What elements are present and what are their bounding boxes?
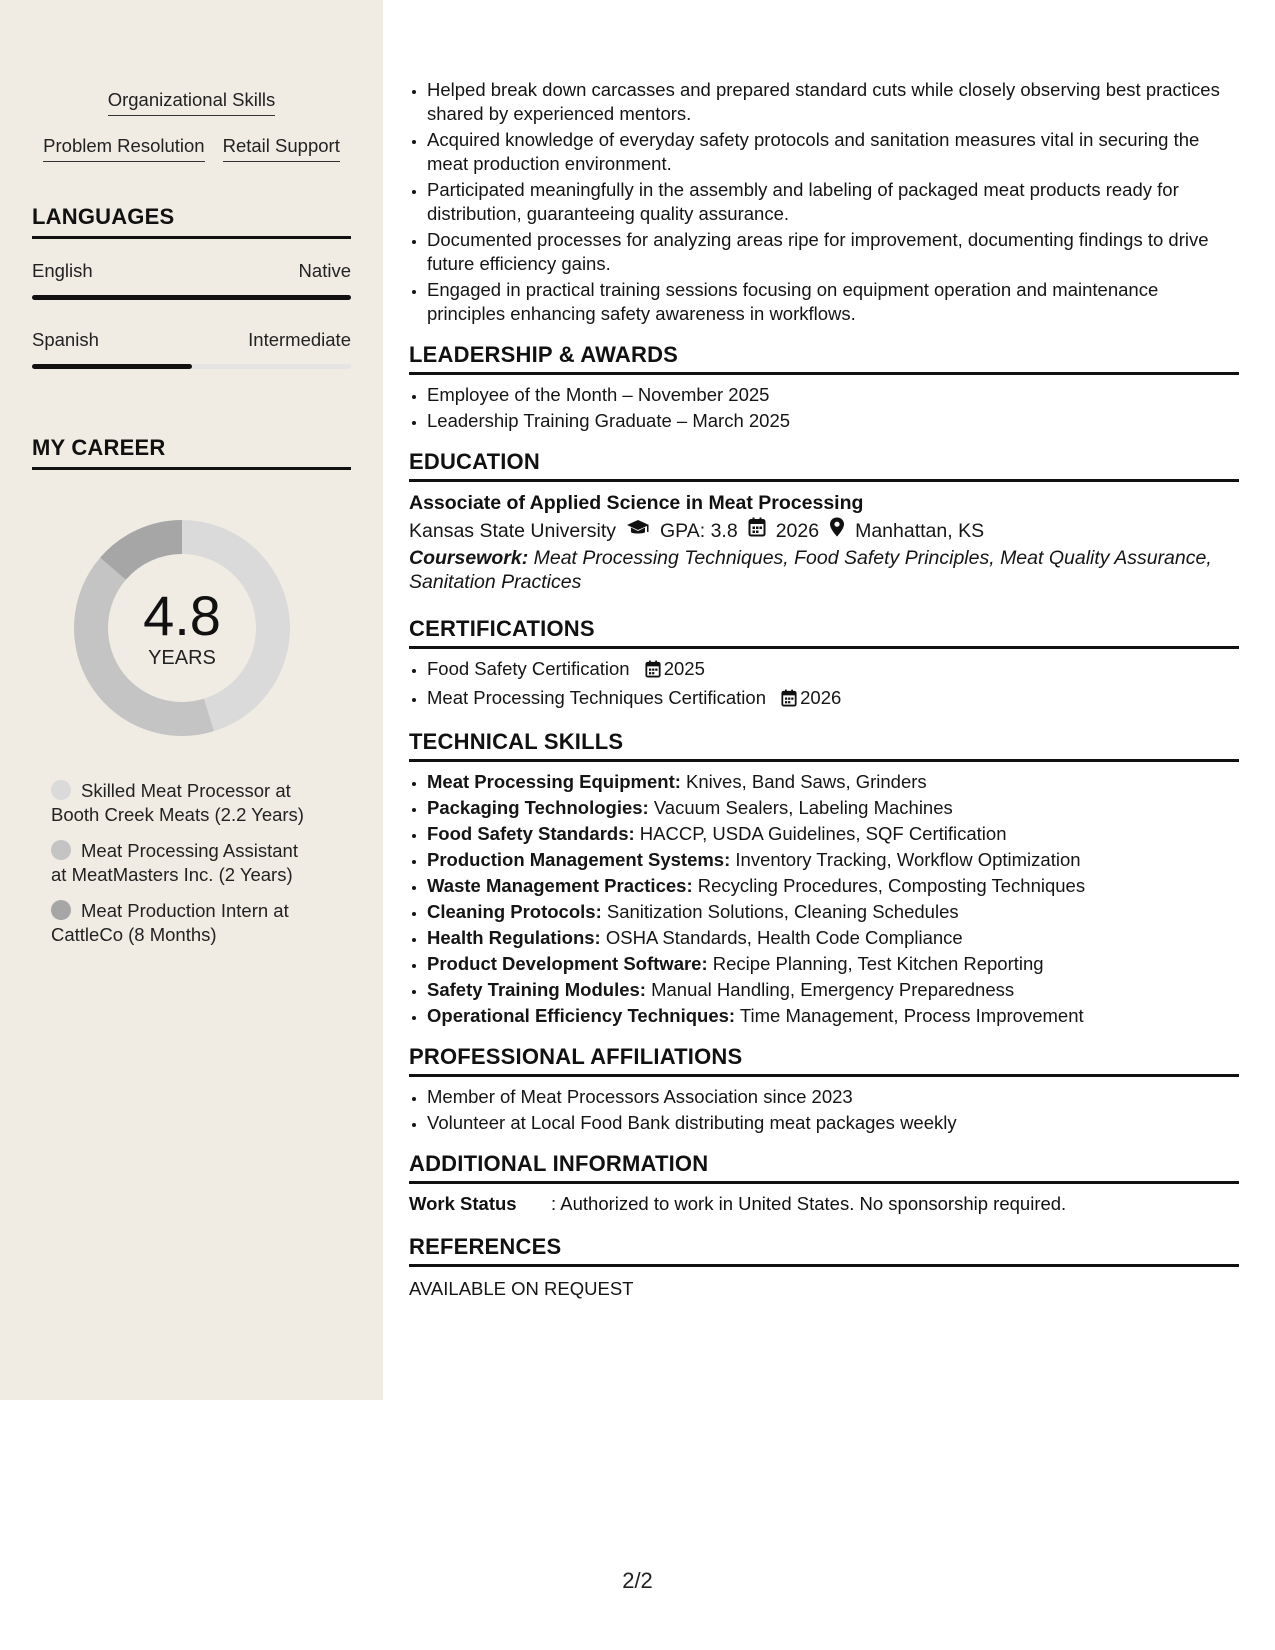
school-name: Kansas State University bbox=[409, 520, 617, 542]
career-total-unit: YEARS bbox=[148, 646, 216, 669]
skill-category: Waste Management Practices: bbox=[427, 875, 693, 896]
experience-bullet: • Engaged in practical training sessions focusing on equipment operation and maintenance principles enhancing safety awareness in workflows. bbox=[427, 278, 1239, 326]
language-bar-fill bbox=[32, 364, 192, 369]
graduation-year: 2026 bbox=[775, 520, 820, 542]
degree-title: Associate of Applied Science in Meat Processing bbox=[409, 492, 864, 514]
leadership-item: • Employee of the Month – November 2025 bbox=[427, 383, 1239, 407]
career-heading: MY CAREER bbox=[32, 435, 351, 470]
affiliations-heading: PROFESSIONAL AFFILIATIONS bbox=[409, 1044, 1239, 1077]
certification-item bbox=[427, 657, 1239, 684]
certifications-list bbox=[409, 657, 1239, 713]
affiliation-item: • Volunteer at Local Food Bank distributing meat packages weekly bbox=[427, 1111, 1239, 1135]
calendar-icon bbox=[645, 660, 661, 684]
skill-values: Recipe Planning, Test Kitchen Reporting bbox=[712, 953, 1044, 974]
affiliations-list bbox=[409, 1085, 1239, 1135]
skill-values: Sanitization Solutions, Cleaning Schedules bbox=[606, 901, 959, 922]
language-bar-fill bbox=[32, 295, 351, 300]
technical-skill-item bbox=[427, 952, 1239, 976]
legend-label: Skilled Meat Processor at Booth Creek Meats (2.2 Years) bbox=[51, 780, 304, 825]
career-donut-chart bbox=[67, 513, 297, 743]
career-legend bbox=[32, 779, 312, 947]
technical-skills-list bbox=[409, 770, 1239, 1028]
education-heading: EDUCATION bbox=[409, 449, 1239, 482]
technical-skill-item bbox=[427, 874, 1239, 898]
experience-bullet: • Acquired knowledge of everyday safety protocols and sanitation measures vital in securing the meat production environment. bbox=[427, 128, 1239, 176]
skill-values: Manual Handling, Emergency Preparedness bbox=[651, 979, 1015, 1000]
skill-values: Time Management, Process Improvement bbox=[739, 1005, 1084, 1026]
skills-row bbox=[32, 134, 351, 162]
additional-info-heading: ADDITIONAL INFORMATION bbox=[409, 1151, 1239, 1184]
skill-tag: Problem Resolution bbox=[43, 134, 204, 162]
technical-skill-item bbox=[427, 796, 1239, 820]
work-status-value: : Authorized to work in United States. No sponsorship required. bbox=[551, 1193, 1067, 1214]
skill-category: Health Regulations: bbox=[427, 927, 601, 948]
experience-bullet: • Helped break down carcasses and prepared standard cuts while closely observing best practices shared by experienced mentors. bbox=[427, 78, 1239, 126]
calendar-icon bbox=[748, 516, 766, 546]
gpa: GPA: 3.8 bbox=[660, 520, 738, 542]
technical-skill-item bbox=[427, 900, 1239, 924]
technical-skill-item bbox=[427, 1004, 1239, 1028]
skill-category: Production Management Systems: bbox=[427, 849, 731, 870]
skill-category: Cleaning Protocols: bbox=[427, 901, 602, 922]
skill-values: Recycling Procedures, Composting Techniques bbox=[697, 875, 1086, 896]
skill-values: Inventory Tracking, Workflow Optimization bbox=[735, 849, 1081, 870]
skill-category: Safety Training Modules: bbox=[427, 979, 646, 1000]
main-content bbox=[409, 78, 1239, 1301]
language-level: Intermediate bbox=[248, 329, 351, 350]
legend-label: Meat Production Intern at CattleCo (8 Months) bbox=[51, 900, 289, 945]
work-status-label: Work Status bbox=[409, 1193, 517, 1214]
legend-dot bbox=[51, 900, 71, 920]
experience-bullet: • Participated meaningfully in the assembly and labeling of packaged meat products ready for distribution, guaranteeing quality assurance. bbox=[427, 178, 1239, 226]
certification-name: Meat Processing Techniques Certification bbox=[427, 687, 766, 708]
technical-skill-item bbox=[427, 978, 1239, 1002]
experience-bullet: • Documented processes for analyzing areas ripe for improvement, documenting findings to drive future efficiency gains. bbox=[427, 228, 1239, 276]
donut-center bbox=[67, 513, 297, 743]
map-pin-icon bbox=[829, 516, 845, 546]
language-name: Spanish bbox=[32, 329, 99, 350]
references-heading: REFERENCES bbox=[409, 1234, 1239, 1267]
language-bar bbox=[32, 364, 351, 369]
graduation-cap-icon bbox=[626, 516, 650, 546]
language-item bbox=[32, 259, 351, 300]
skill-category: Operational Efficiency Techniques: bbox=[427, 1005, 736, 1026]
calendar-icon bbox=[781, 689, 797, 713]
skill-values: Knives, Band Saws, Grinders bbox=[686, 771, 927, 792]
skill-category: Packaging Technologies: bbox=[427, 797, 649, 818]
languages-heading: LANGUAGES bbox=[32, 204, 351, 239]
certifications-heading: CERTIFICATIONS bbox=[409, 616, 1239, 649]
legend-label: Meat Processing Assistant at MeatMasters Inc. (2 Years) bbox=[51, 840, 298, 885]
sidebar bbox=[0, 0, 383, 1400]
page-number: 2/2 bbox=[622, 1568, 653, 1593]
skill-tag: Organizational Skills bbox=[108, 88, 276, 116]
school-location: Manhattan, KS bbox=[855, 520, 985, 542]
certification-item bbox=[427, 686, 1239, 713]
legend-dot bbox=[51, 780, 71, 800]
career-total-value: 4.8 bbox=[143, 583, 221, 647]
leadership-item: • Leadership Training Graduate – March 2025 bbox=[427, 409, 1239, 433]
experience-bullets bbox=[409, 78, 1239, 326]
certification-name: Food Safety Certification bbox=[427, 658, 630, 679]
legend-dot bbox=[51, 840, 71, 860]
skill-values: OSHA Standards, Health Code Compliance bbox=[605, 927, 963, 948]
technical-skills-heading: TECHNICAL SKILLS bbox=[409, 729, 1239, 762]
technical-skill-item bbox=[427, 848, 1239, 872]
technical-skill-item bbox=[427, 822, 1239, 846]
legend-item bbox=[51, 779, 312, 827]
skill-category: Product Development Software: bbox=[427, 953, 708, 974]
certification-year: 2025 bbox=[663, 658, 705, 679]
coursework-list: Meat Processing Techniques, Food Safety Principles, Meat Quality Assurance, Sanitation Practices bbox=[409, 547, 1212, 593]
skill-category: Meat Processing Equipment: bbox=[427, 771, 681, 792]
technical-skill-item bbox=[427, 770, 1239, 794]
legend-item bbox=[51, 899, 312, 947]
skill-tag: Retail Support bbox=[223, 134, 340, 162]
language-level: Native bbox=[298, 260, 351, 281]
skill-category: Food Safety Standards: bbox=[427, 823, 635, 844]
skills-row bbox=[32, 88, 351, 116]
language-item bbox=[32, 328, 351, 369]
technical-skill-item bbox=[427, 926, 1239, 950]
coursework bbox=[409, 546, 1239, 594]
certification-year: 2026 bbox=[800, 687, 842, 708]
references-text: AVAILABLE ON REQUEST bbox=[409, 1278, 634, 1299]
leadership-list bbox=[409, 383, 1239, 433]
skill-values: Vacuum Sealers, Labeling Machines bbox=[653, 797, 953, 818]
affiliation-item: • Member of Meat Processors Association since 2023 bbox=[427, 1085, 1239, 1109]
coursework-label: Coursework: bbox=[409, 547, 529, 569]
skill-values: HACCP, USDA Guidelines, SQF Certification bbox=[639, 823, 1007, 844]
language-name: English bbox=[32, 260, 93, 281]
leadership-heading: LEADERSHIP & AWARDS bbox=[409, 342, 1239, 375]
education-meta bbox=[409, 516, 1239, 546]
work-status-row bbox=[409, 1192, 1239, 1216]
legend-item bbox=[51, 839, 312, 887]
language-bar bbox=[32, 295, 351, 300]
